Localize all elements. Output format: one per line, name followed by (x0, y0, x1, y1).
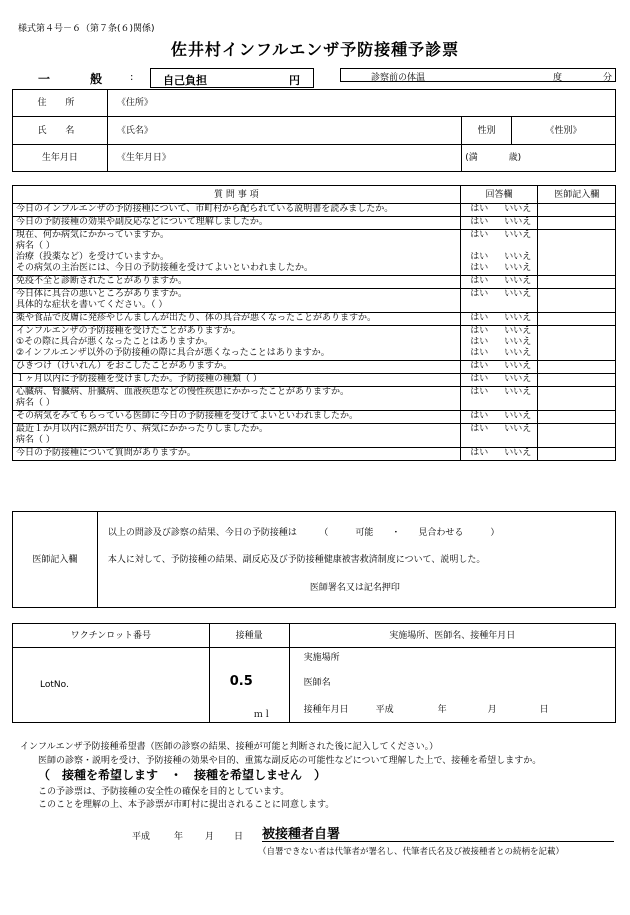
question-line: １ヶ月以内に予防接種を受けましたか。予防接種の種類（ ） (16, 374, 262, 384)
question-line: 今日の予防接種について質問がありますか。 (16, 448, 196, 458)
answer-yes[interactable]: はい (470, 337, 489, 347)
dob-label: 生年月日 (13, 145, 108, 172)
answer-yes[interactable] (464, 435, 495, 446)
dose-field[interactable] (209, 648, 289, 723)
answer-yes[interactable]: はい (470, 411, 489, 421)
doctor-note-cell[interactable] (538, 424, 616, 448)
answer-yes-cell[interactable] (460, 326, 498, 361)
answer-no-cell[interactable] (498, 361, 538, 374)
question-row (13, 411, 616, 424)
temperature-box[interactable] (340, 68, 616, 82)
answer-no[interactable]: いいえ (504, 348, 532, 358)
doctor-name-label: 医師名 (303, 678, 331, 688)
personal-info-table (12, 89, 616, 172)
question-line: 病名（ ） (16, 398, 55, 408)
answer-yes[interactable]: はい (470, 252, 489, 262)
doctor-note-cell[interactable] (538, 411, 616, 424)
question-text (13, 411, 461, 424)
answer-yes-cell[interactable] (460, 289, 498, 313)
doctor-judgment: 以上の問診及び診察の結果、今日の予防接種は （ 可能 ・ 見合わせる ） (107, 528, 500, 538)
doctor-entry-table (12, 511, 616, 608)
answer-no[interactable]: いいえ (504, 448, 532, 458)
signature-month: 月 (205, 832, 215, 842)
signature-day: 日 (234, 832, 244, 842)
question-row (13, 276, 616, 289)
answer-yes[interactable]: はい (470, 361, 489, 371)
signature-field[interactable] (262, 823, 614, 842)
place-label: 実施場所 (303, 653, 340, 663)
fee-colon: : (130, 72, 134, 83)
age-close: 歳) (508, 153, 522, 163)
temperature-minute: 分 (603, 73, 613, 83)
answer-yes[interactable] (464, 300, 495, 311)
question-line: ①その際に具合が悪くなったことはありますか。 (16, 337, 214, 347)
question-row (13, 289, 616, 313)
question-row (13, 230, 616, 276)
answer-no[interactable]: いいえ (504, 361, 532, 371)
answer-no-cell[interactable] (498, 424, 538, 448)
answer-yes[interactable]: はい (470, 387, 489, 397)
sex-field[interactable]: 《性別》 (512, 117, 616, 145)
question-row (13, 424, 616, 448)
signature-era: 平成 (132, 832, 151, 842)
question-line: 心臓病、腎臓病、肝臓病、血液疾患などの慢性疾患にかかったことがありますか。 (16, 387, 350, 397)
consent-body: 医師の診察・説明を受け、予防接種の効果や目的、重篤な副反応の可能性などについて理解した上で、接種を希望しますか。 (38, 756, 542, 766)
consent-note-2: このことを理解の上、本予診票が市町村に提出されることに同意します。 (38, 800, 335, 810)
question-text (13, 387, 461, 411)
question-line: 薬や食品で皮膚に発疹やじんましんが出たり、体の具合が悪くなったことがありますか。 (16, 313, 377, 323)
name-field[interactable]: 《氏名》 (107, 117, 461, 145)
question-row (13, 448, 616, 461)
dose-header: 接種量 (209, 624, 289, 648)
date-year: 年 (437, 705, 447, 715)
self-pay-box[interactable] (150, 68, 314, 88)
question-text (13, 361, 461, 374)
answer-no[interactable]: いいえ (504, 276, 532, 286)
date-era: 平成 (375, 705, 394, 715)
answer-yes-cell[interactable] (460, 448, 498, 461)
question-text (13, 326, 461, 361)
address-field[interactable]: 《住所》 (107, 90, 615, 117)
lot-header: ワクチンロット番号 (13, 624, 210, 648)
doctor-note-cell[interactable] (538, 289, 616, 313)
self-pay-label: 自己負担 (163, 74, 207, 87)
question-line: 具体的な症状を書いてください。（ ） (16, 300, 168, 310)
doctor-note-cell[interactable] (538, 313, 616, 326)
answer-no[interactable] (501, 435, 534, 446)
answer-no[interactable]: いいえ (504, 230, 532, 240)
answer-no-cell[interactable] (498, 230, 538, 276)
address-label: 住 所 (13, 90, 108, 117)
answer-no[interactable] (501, 241, 534, 252)
answer-yes-cell[interactable] (460, 387, 498, 411)
doctor-column-header: 医師記入欄 (538, 186, 616, 204)
dob-field[interactable]: 《生年月日》 (107, 145, 461, 172)
question-line: 病名（ ） (16, 241, 55, 251)
answer-no[interactable]: いいえ (504, 252, 532, 262)
answer-yes[interactable]: はい (470, 424, 489, 434)
answer-yes-cell[interactable] (460, 411, 498, 424)
answer-yes[interactable]: はい (470, 204, 489, 214)
answer-no[interactable]: いいえ (504, 263, 532, 273)
doctor-note-cell[interactable] (538, 204, 616, 217)
date-label: 接種年月日 (303, 705, 349, 715)
consent-title: インフルエンザ予防接種希望書（医師の診察の結果、接種が可能と判断された後に記入してください。） (20, 742, 439, 752)
doctor-note-cell[interactable] (538, 217, 616, 230)
sex-label: 性別 (462, 117, 512, 145)
question-text (13, 424, 461, 448)
age-open: (満 (465, 153, 478, 163)
answer-no[interactable]: いいえ (504, 313, 532, 323)
question-row (13, 313, 616, 326)
question-text (13, 313, 461, 326)
answer-no[interactable]: いいえ (504, 326, 532, 336)
date-day: 日 (539, 705, 549, 715)
answer-no-cell[interactable] (498, 374, 538, 387)
answer-yes[interactable] (464, 241, 495, 252)
answer-yes-cell[interactable] (460, 313, 498, 326)
answer-yes[interactable]: はい (470, 348, 489, 358)
answer-yes-cell[interactable] (460, 424, 498, 448)
answer-no-cell[interactable] (498, 289, 538, 313)
answer-no[interactable]: いいえ (504, 337, 532, 347)
question-row (13, 361, 616, 374)
question-line: その病気の主治医には、今日の予防接種を受けてよいといわれましたか。 (16, 263, 314, 273)
temperature-label: 診察前の体温 (371, 73, 426, 83)
question-row (13, 217, 616, 230)
answer-no-cell[interactable] (498, 411, 538, 424)
question-line: ②インフルエンザ以外の予防接種の際に具合が悪くなったことはありますか。 (16, 348, 330, 358)
doctor-explanation: 本人に対して、予防接種の結果、副反応及び予防接種健康被害救済制度について、説明した。 (107, 555, 486, 565)
place-header: 実施場所、医師名、接種年月日 (289, 624, 615, 648)
doctor-note-cell[interactable] (538, 448, 616, 461)
place-field[interactable] (289, 648, 615, 723)
question-text (13, 230, 461, 276)
answer-yes[interactable]: はい (470, 326, 489, 336)
answer-no-cell[interactable] (498, 204, 538, 217)
answer-no[interactable] (501, 398, 534, 409)
form-number: 様式第４号－６（第７条(６)関係) (18, 24, 155, 34)
answer-no-cell[interactable] (498, 387, 538, 411)
answer-no[interactable]: いいえ (504, 424, 532, 434)
doctor-note-cell[interactable] (538, 276, 616, 289)
doctor-note-cell[interactable] (538, 326, 616, 361)
question-line: 現在、何か病気にかかっていますか。 (16, 230, 170, 240)
answer-yes[interactable]: はい (470, 217, 489, 227)
answer-yes-cell[interactable] (460, 204, 498, 217)
answer-yes[interactable]: はい (470, 289, 489, 299)
answer-no-cell[interactable] (498, 326, 538, 361)
question-text (13, 276, 461, 289)
signature-label: 被接種者自署 (262, 827, 341, 842)
question-row (13, 387, 616, 411)
answer-yes[interactable]: はい (470, 263, 489, 273)
temperature-degree: 度 (553, 73, 563, 83)
question-line: インフルエンザの予防接種を受けたことがありますか。 (16, 326, 241, 336)
doctor-note-cell[interactable] (538, 230, 616, 276)
doctor-note-cell[interactable] (538, 387, 616, 411)
answer-no[interactable]: いいえ (504, 411, 532, 421)
answer-no-cell[interactable] (498, 217, 538, 230)
answer-yes-cell[interactable] (460, 217, 498, 230)
answer-header: 回答欄 (460, 186, 538, 204)
doctor-note-cell[interactable] (538, 374, 616, 387)
question-row (13, 326, 616, 361)
answer-no[interactable]: いいえ (504, 217, 532, 227)
vaccine-table (12, 623, 616, 723)
lot-field[interactable]: LotNo. (13, 648, 210, 723)
consent-choice[interactable]: （ 接種を希望します ・ 接種を希望しません ） (38, 768, 327, 782)
answer-no[interactable]: いいえ (504, 387, 532, 397)
doctor-entry-body[interactable] (97, 512, 615, 608)
answer-yes[interactable] (464, 398, 495, 409)
question-text (13, 448, 461, 461)
signature-year: 年 (174, 832, 184, 842)
question-line: 免疫不全と診断されたことがありますか。 (16, 276, 188, 286)
answer-no-cell[interactable] (498, 313, 538, 326)
question-line: ひきつけ（けいれん）をおこしたことがありますか。 (16, 361, 233, 371)
date-month: 月 (487, 705, 497, 715)
questionnaire-table (12, 185, 616, 461)
doctor-signature-label: 医師署名又は記名押印 (309, 583, 400, 593)
name-label: 氏 名 (13, 117, 108, 145)
yen-label: 円 (289, 74, 300, 87)
signature-note: （自署できない者は代筆者が署名し、代筆者氏名及び被接種者との続柄を記載） (258, 847, 565, 857)
question-row (13, 374, 616, 387)
question-text (13, 289, 461, 313)
doctor-entry-label: 医師記入欄 (13, 512, 98, 608)
question-line: 今日体に具合の悪いところがありますか。 (16, 289, 188, 299)
answer-no-cell[interactable] (498, 448, 538, 461)
answer-no[interactable] (501, 300, 534, 311)
question-line: 最近１か月以内に熱が出たり、病気にかかったりしましたか。 (16, 424, 269, 434)
question-text (13, 217, 461, 230)
answer-yes[interactable]: はい (470, 448, 489, 458)
answer-yes[interactable]: はい (470, 374, 489, 384)
answer-yes[interactable]: はい (470, 313, 489, 323)
dose-unit: ｍｌ (253, 710, 272, 720)
page-title: 佐井村インフルエンザ予防接種予診票 (170, 40, 460, 59)
answer-yes-cell[interactable] (460, 374, 498, 387)
answer-no-cell[interactable] (498, 276, 538, 289)
answer-yes-cell[interactable] (460, 230, 498, 276)
question-row (13, 204, 616, 217)
question-line: その病気をみてもらっている医師に今日の予防接種を受けてよいといわれましたか。 (16, 411, 359, 421)
answer-no[interactable]: いいえ (504, 374, 532, 384)
doctor-note-cell[interactable] (538, 361, 616, 374)
answer-yes[interactable]: はい (470, 276, 489, 286)
question-text (13, 374, 461, 387)
dose-value: 0.5 (229, 674, 253, 689)
answer-no[interactable]: いいえ (504, 289, 532, 299)
answer-yes[interactable]: はい (470, 230, 489, 240)
question-header: 質 問 事 項 (13, 186, 461, 204)
question-text (13, 204, 461, 217)
question-line: 今日の予防接種の効果や副反応などについて理解しましたか。 (16, 217, 268, 227)
consent-note-1: この予診票は、予防接種の安全性の確保を目的としています。 (38, 787, 290, 797)
question-line: 病名（ ） (16, 435, 55, 445)
answer-yes-cell[interactable] (460, 361, 498, 374)
answer-yes-cell[interactable] (460, 276, 498, 289)
fee-category: 一 般 (38, 72, 121, 86)
age-field[interactable] (462, 145, 616, 172)
question-line: 今日のインフルエンザの予防接種について、市町村から配られている説明書を読みましたか。 (16, 204, 394, 214)
answer-no[interactable]: いいえ (504, 204, 532, 214)
question-line: 治療（投薬など）を受けていますか。 (16, 252, 170, 262)
